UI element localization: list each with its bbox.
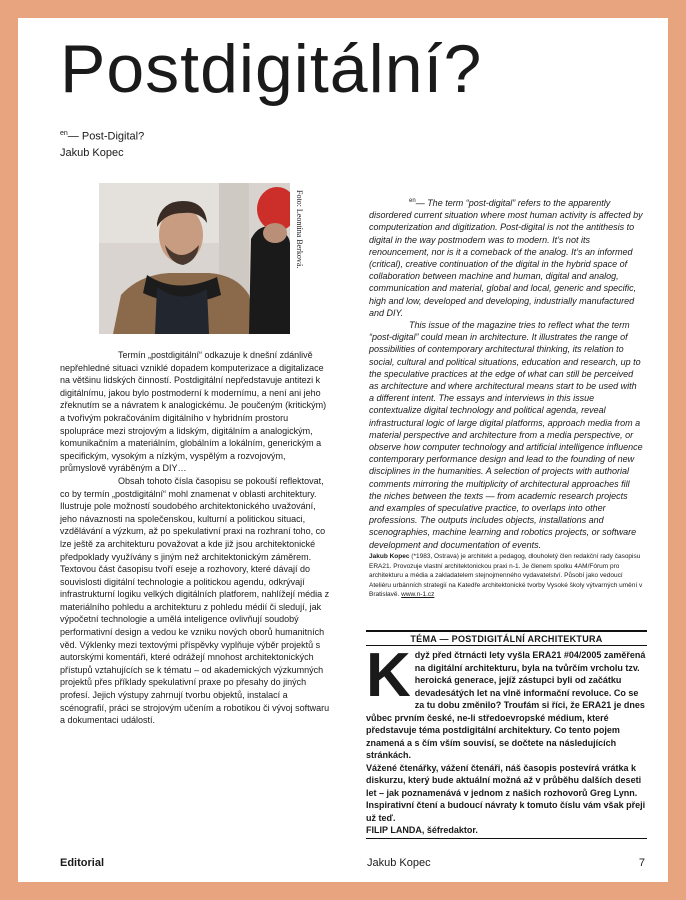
czech-text-column xyxy=(60,349,330,727)
bio-name: Jakub Kopec xyxy=(369,553,410,560)
english-subtitle: — Post-Digital? xyxy=(67,130,145,143)
bio-text: (*1983, Ostrava) je architekt a pedagog, dlouholetý člen redakční rady časopisu ERA21. Provozuje vlastní architektonickou praxi n-1. Je členem spolku 4AM/Fórum pro architekturu a média a zakladatelem stejnojmenného vydavatelství. Působí jako vedoucí Ateliéru urbánních strategií na Katedře architektonické tvorby Vysoké školy výtvarných umění v Bratislavě. xyxy=(369,553,643,599)
author-name: Jakub Kopec xyxy=(60,146,124,159)
theme-box xyxy=(366,630,647,839)
theme-paragraph-1: dyž před čtrnácti lety vyšla ERA21 #04/2005 zaměřená na digitální architekturu, byla na tvůrčím vrcholu tzv. heroická generace, jejíž zástupci byli od začátku devadesátých let na vlně informační revoluce. Co se za tu dobu změnilo? Troufám si říci, že ERA21 je dnes vůbec prvním české, ne-li středoevropské médium, které představuje téma postdigitální architektury. Co tento pojem znamená a s čím vším souvisí, se dočtete na následujících stránkách. xyxy=(366,650,646,760)
english-paragraph-2: This issue of the magazine tries to reflect what the term “post-digital” could mean in architecture. It illustrates the range of possibilities of contemporary architectural thinking, its relation to social, cultural and political situations, education and research, up to the speculative practices at the edge of what can still be perceived as architecture and where architectural means start to be used with a different intent. The essays and interviews in this issue contextualize digital technology and political agenda, reveal infrastructural logic of large digital platforms, approach media from a material perspective and architecture from a media perspective, or observe how computer technology and artificial intelligence influence contemporary performance design and lead to the founding of new disciplines in the humanities. A selection of projects with authorial comments mirroring the multiplicity of architectural approaches fill the niches between the texts — from academic research projects and examples of speculative practice, to overlaps into other professions. The outputs includes objects, installations and scenographies, machine learning and robotics projects, or software development and documentation of events. xyxy=(369,320,643,550)
author-website-link[interactable]: www.n-1.cz xyxy=(401,591,435,599)
portrait-image xyxy=(99,183,290,334)
english-paragraph-1 xyxy=(369,195,644,319)
english-marker: en xyxy=(60,130,68,137)
editor-signature: FILIP LANDA, šéfredaktor. xyxy=(366,825,478,835)
theme-body xyxy=(366,641,647,837)
english-marker: en xyxy=(409,198,416,204)
theme-paragraph-2: Vážené čtenářky, vážení čtenáři, náš časopis postevírá vrátka k diskurzu, který bude aktuální možná až v průběhu dalších deseti let – jak poznamenává v jednom z našich rozhovorů Greg Lynn. Inspirativní čtení a budoucí návraty k tomuto číslu vám však přeji už teď. xyxy=(366,762,646,823)
theme-divider xyxy=(366,838,647,839)
drop-cap: K xyxy=(366,641,411,710)
subtitle-block xyxy=(60,126,144,161)
czech-paragraph-1: Termín „postdigitální“ odkazuje k dnešní zdánlivě nepřehledné situaci vzniklé dopadem komputerizace a digitalizace na většinu lidských činností. Postdigitální nepředstavuje antitezi k digitálnímu, jakou bylo postmoderní k modernímu, a není ani jeho zřeknutím se a návratem k analogickému. Je poučeným (kritickým) a tvořivým pokračováním digitálního v hybridním prostoru spolupráce mezi strojovým a lidským, digitálním a analogickým, komunikačním a materiálním, globálním a lokálním, generickým a specifickým, vysokým a nízkým, vyspělým a rozvojovým, průmyslově vyráběným a DIY… xyxy=(60,350,327,474)
page-title: Postdigitální? xyxy=(60,31,483,107)
author-photo xyxy=(99,183,290,334)
page-number: 7 xyxy=(638,857,645,869)
english-paragraph-1-text: — The term “post-digital” refers to the apparently disordered current situation where most human activity is affected by computerization and digitization. Post-digital is not the antithesis to digital in the way postmodern was to modern. It’s not its renouncement, nor is it a comeback of the analog. It’s an informed (critical), creative continuation of the digital in the hybrid space of collaboration between machine and human, digital and analog, communication and material, global and local, generic and specific, high and low, developed and developing, industrially manufactured and DIY. xyxy=(369,198,643,318)
footer-section: Editorial xyxy=(60,857,105,869)
author-bio xyxy=(369,552,644,600)
page xyxy=(18,18,668,882)
theme-heading: TÉMA — POSTDIGITÁLNÍ ARCHITEKTURA xyxy=(366,630,647,646)
czech-paragraph-2: Obsah tohoto čísla časopisu se pokouší reflektovat, co by termín „postdigitální“ mohl znamenat v oblasti architektury. Ilustruje pole možností soudobého architektonického uvažování, jeho návaznosti na společenskou, kulturní a politickou situaci, vzdělávání a výzkum, až po spekulativní praxi na rozhraní toho, co lze ještě za architekturu považovat a kde již jsou architektonické předpoklady využívány s jiným než architektonickým záměrem. Textovou část časopisu tvoří eseje a rozhovory, které dávají do souvislosti digitální technologie a politickou agendu, odkrývají infrastrukturní logiku velkých digitálních platforem, nahlížejí média z materiálního pohledu a architekturu z pohledu médií či sledují, jak výpočetní technologie a umělá inteligence ovlivňují soudobý performativní design a vedou ke vzniku nových oborů humanitních věd. Výklenky mezi textovými příspěvky vyplňuje výběr projektů s autorskými komentáři, které odrážejí mnohost architektonických přístupů vztahujících se k tématu – od akademických výzkumných projektů přes příklady spekulativní praxe po přesahy do jiných profesí. Jejich výstupy zahrnují tvorbu objektů, instalací a scénografií, práci se strojovým učením a robotikou či vývoj softwaru a dokumentaci událostí. xyxy=(60,475,330,726)
footer-author: Jakub Kopec xyxy=(367,857,431,869)
photo-credit: Foto: Leontína Berková. xyxy=(295,190,304,269)
english-text-column xyxy=(369,195,644,551)
